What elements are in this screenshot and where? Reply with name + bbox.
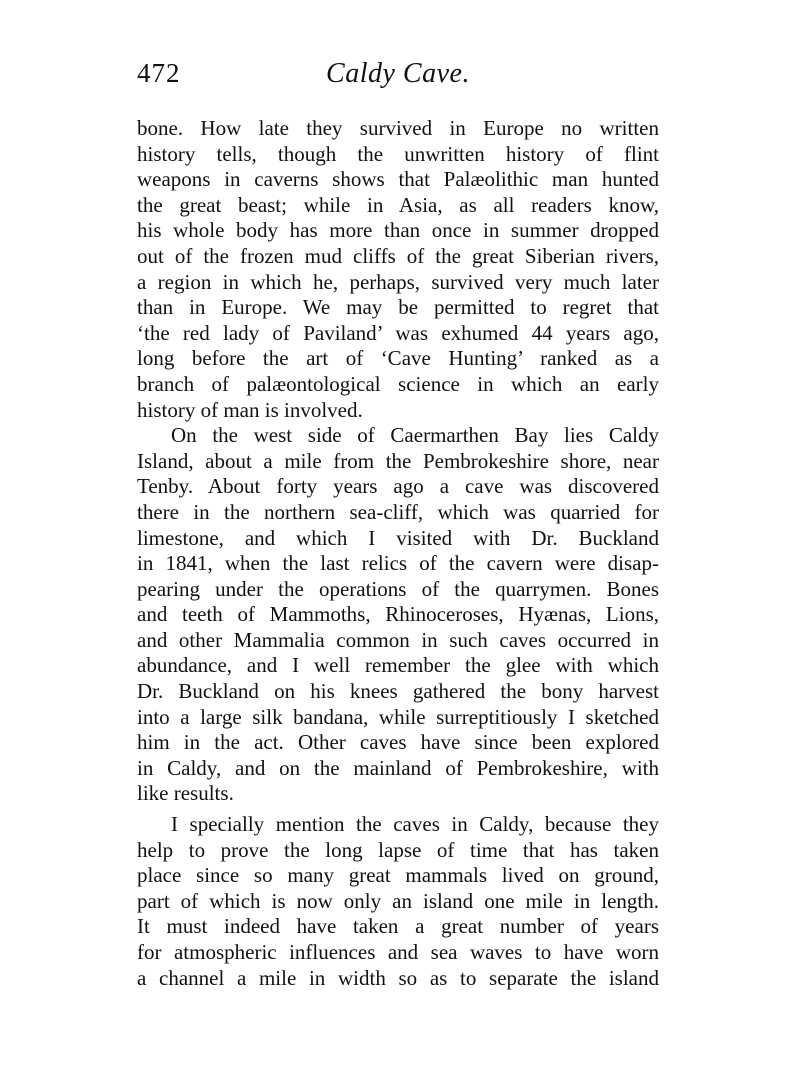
text-line: history tells, though the unwritten history of flint	[137, 141, 659, 166]
text-line: than in Europe. We may be permitted to regret that	[137, 295, 659, 320]
text-line: and other Mammalia common in such caves occurred in	[137, 627, 659, 652]
text-line: abundance, and I well remember the glee with which	[137, 653, 659, 678]
text-line: in Caldy, and on the mainland of Pembrokeshire, with	[137, 755, 659, 780]
page-header	[137, 58, 659, 98]
text-line: him in the act. Other caves have since been explored	[137, 730, 659, 755]
text-line: into a large silk bandana, while surreptitiously I sketched	[137, 704, 659, 729]
text-line: a channel a mile in width so as to separate the island	[137, 965, 659, 990]
text-line: limestone, and which I visited with Dr. Buckland	[137, 525, 659, 550]
text-line: bone. How late they survived in Europe no written	[137, 116, 659, 140]
text-line: place since so many great mammals lived on ground,	[137, 863, 659, 888]
text-line: in 1841, when the last relics of the cavern were disap-	[137, 551, 659, 576]
page-number: 472	[137, 58, 181, 88]
text-line: like results.	[137, 781, 234, 806]
text-line: long before the art of ‘Cave Hunting’ ranked as a	[137, 346, 659, 371]
text-line: pearing under the operations of the quarrymen. Bones	[137, 576, 659, 601]
text-line: Tenby. About forty years ago a cave was discovered	[137, 474, 659, 499]
text-line: for atmospheric influences and sea waves to have worn	[137, 940, 659, 964]
text-line: his whole body has more than once in summer dropped	[137, 218, 659, 243]
text-line: It must indeed have taken a great number of years	[137, 914, 659, 939]
text-line: branch of palæontological science in which an early	[137, 371, 659, 396]
text-line: history of man is involved.	[137, 397, 363, 422]
text-line: ‘the red lady of Paviland’ was exhumed 44 years ago,	[137, 320, 659, 345]
text-line: help to prove the long lapse of time that has taken	[137, 837, 659, 862]
text-line: part of which is now only an island one mile in length.	[137, 888, 659, 913]
text-line: and teeth of Mammoths, Rhinoceroses, Hyænas, Lions,	[137, 602, 659, 627]
text-line: Island, about a mile from the Pembrokeshire shore, near	[137, 448, 659, 473]
running-title: Caldy Cave.	[326, 58, 470, 89]
text-line: weapons in caverns shows that Palæolithic man hunted	[137, 167, 659, 192]
text-line: there in the northern sea-cliff, which was quarried for	[137, 499, 659, 524]
text-line: I specially mention the caves in Caldy, because they	[171, 812, 659, 837]
text-line: a region in which he, perhaps, survived very much later	[137, 269, 659, 294]
text-line: On the west side of Caermarthen Bay lies Caldy	[171, 423, 659, 448]
body-text	[137, 116, 659, 991]
text-line: Dr. Buckland on his knees gathered the bony harvest	[137, 679, 659, 704]
text-line: the great beast; while in Asia, as all readers know,	[137, 192, 659, 217]
text-line: out of the frozen mud cliffs of the great Siberian rivers,	[137, 243, 659, 268]
